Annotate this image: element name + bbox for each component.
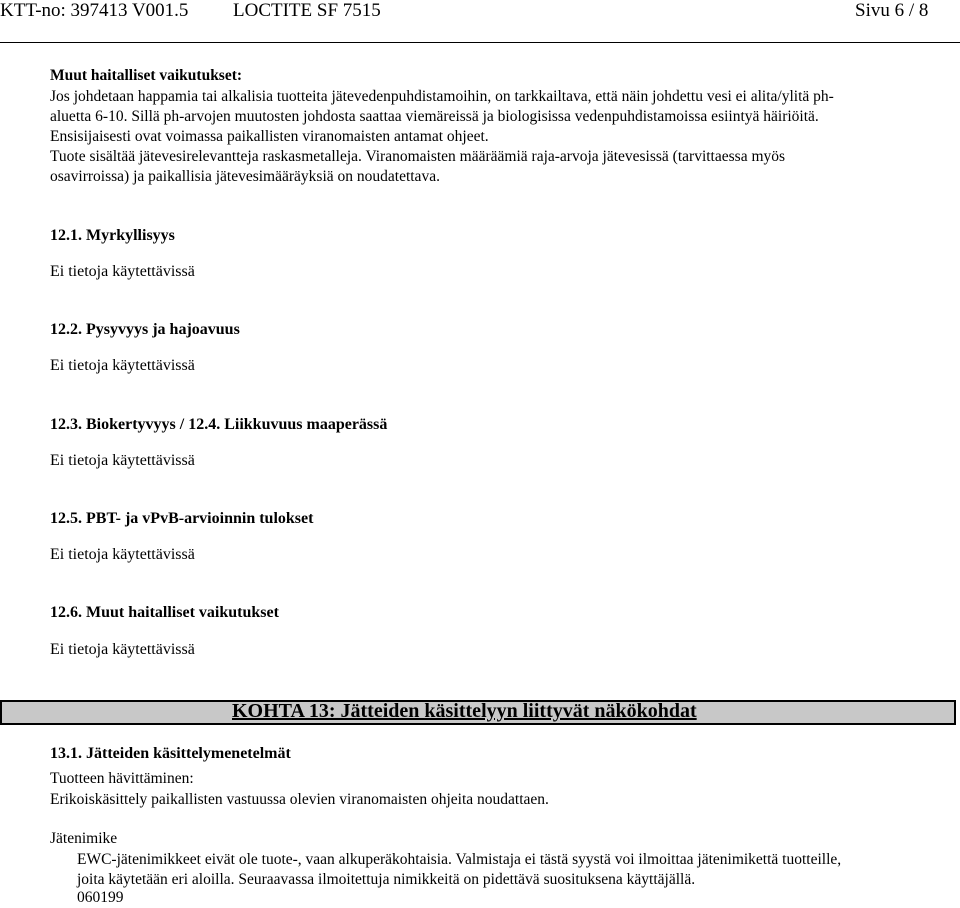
section-12-2-text: Ei tietoja käytettävissä <box>50 357 195 374</box>
waste-code-value: 060199 <box>77 889 124 906</box>
section-12-3-title: 12.3. Biokertyvyys / 12.4. Liikkuvuus maaperässä <box>50 416 388 433</box>
section-12-2-title: 12.2. Pysyvyys ja hajoavuus <box>50 321 240 338</box>
document-id: KTT-no: 397413 V001.5 <box>0 0 189 21</box>
section-12-6-title: 12.6. Muut haitalliset vaikutukset <box>50 604 279 621</box>
other-effects-title: Muut haitalliset vaikutukset: <box>50 67 243 84</box>
section-12-5-text: Ei tietoja käytettävissä <box>50 546 195 563</box>
other-effects-line: aluetta 6-10. Sillä ph-arvojen muutosten johdosta saattaa viemäreissä ja biologisissa vedenpuhdistamoissa esiintyä häiriöitä. <box>50 108 819 125</box>
other-effects-line: Jos johdetaan happamia tai alkalisia tuotteita jätevedenpuhdistamoihin, on tarkkailtava, että näin johdettu vesi ei alita/ylitä ph- <box>50 88 834 105</box>
waste-code-line: joita käytetään eri aloilla. Seuraavassa ilmoitettuja nimikkeitä on pidettävä suosituksena käyttäjällä. <box>77 871 696 888</box>
other-effects-line: Ensisijaisesti ovat voimassa paikallisten viranomaisten antamat ohjeet. <box>50 128 489 145</box>
section-13-1-title: 13.1. Jätteiden käsittelymenetelmät <box>50 745 291 762</box>
waste-code-line: EWC-jätenimikkeet eivät ole tuote-, vaan alkuperäkohtaisia. Valmistaja ei tästä syystä voi ilmoittaa jätenimikettä tuotteille, <box>77 851 842 868</box>
section-12-3-text: Ei tietoja käytettävissä <box>50 452 195 469</box>
section-13-title: KOHTA 13: Jätteiden käsittelyyn liittyvät näkökohdat <box>232 700 697 722</box>
section-12-1-text: Ei tietoja käytettävissä <box>50 263 195 280</box>
other-effects-line: osavirroissa) ja paikallisia jätevesimääräyksiä on noudatettava. <box>50 168 440 185</box>
section-12-5-title: 12.5. PBT- ja vPvB-arvioinnin tulokset <box>50 510 314 527</box>
header-rule <box>0 42 960 43</box>
page-number: Sivu 6 / 8 <box>855 0 929 21</box>
other-effects-line: Tuote sisältää jätevesirelevantteja raskasmetalleja. Viranomaisten määräämiä raja-arvoja jätevesissä (tarvittaessa myös <box>50 148 786 165</box>
disposal-label: Tuotteen hävittäminen: <box>50 770 194 787</box>
product-name: LOCTITE SF 7515 <box>233 0 381 21</box>
waste-code-label: Jätenimike <box>50 830 118 847</box>
disposal-text: Erikoiskäsittely paikallisten vastuussa olevien viranomaisten ohjeita noudattaen. <box>50 791 549 808</box>
section-12-6-text: Ei tietoja käytettävissä <box>50 641 195 658</box>
section-12-1-title: 12.1. Myrkyllisyys <box>50 227 175 244</box>
